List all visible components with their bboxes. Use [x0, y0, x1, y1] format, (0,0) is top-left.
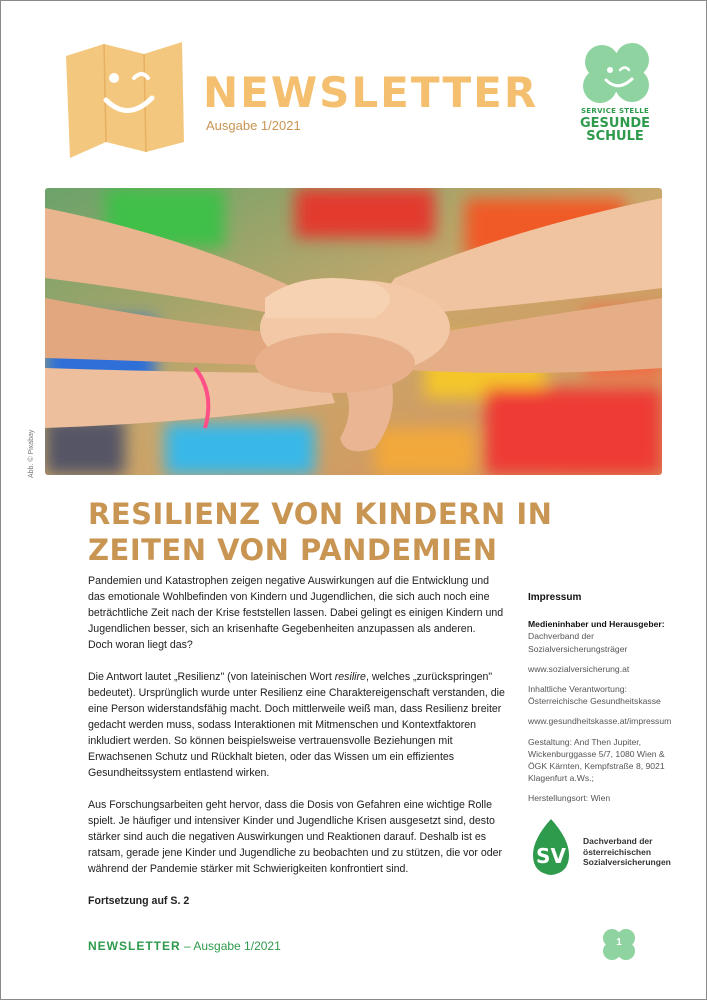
page-number: 1 — [616, 937, 622, 948]
clover-logo-icon — [580, 40, 656, 110]
article-paragraph-1-text: Pandemien und Katastrophen zeigen negative Auswirkungen auf die Entwicklung und das emotionale Wohlbefinden von Kindern und Jugendlichen, die sich auch noch eine beträchtliche Zeit nach der Krise feststellen lassen. Dabei gelingt es einigen Kindern und Jugendlichen besser, sich an krisenhafte Gegebenheiten anzupassen als anderen. — [88, 575, 504, 635]
impressum-owner-value: Dachverband der Sozialversicherungsträger — [528, 631, 628, 654]
article-headline — [88, 496, 558, 568]
newsletter-title: NEWSLETTER — [203, 68, 539, 117]
headline-line-2: ZEITEN VON PANDEMIEN — [88, 533, 498, 567]
hero-photo-illustration — [45, 188, 662, 475]
footer-issue: – Ausgabe 1/2021 — [180, 939, 281, 953]
footer-brand: NEWSLETTER — [88, 939, 181, 953]
impressum-title: Impressum — [528, 592, 582, 603]
article-paragraph-3: Aus Forschungsarbeiten geht hervor, dass die Dosis von Gefahren eine wichtige Rolle spielt. Je häufiger und intensiver Kinder und Jugendliche Krisen ausgesetzt sind, desto stärker sind auch die negativen Auswirkungen und Reaktionen darauf. Deshalb ist es ratsam, gerade jene Kinder und Jugendliche zu beobachten und zu stützen, die vor oder während der Pandemie stärker mit Schwierigkeiten konfrontiert sind. — [88, 799, 503, 875]
newsletter-issue: Ausgabe 1/2021 — [206, 118, 301, 133]
article-paragraph-2 — [88, 669, 508, 781]
footer — [88, 939, 281, 953]
partner-logo-line2: GESUNDE — [579, 116, 651, 131]
headline-line-1: RESILIENZ VON KINDERN IN — [88, 497, 553, 531]
article-paragraph-2-a: Die Antwort lautet „Resilienz" (von lateinischen Wort — [88, 671, 335, 683]
impressum-url-2: www.gesundheitskasse.at/impressum — [528, 716, 672, 727]
article-body — [88, 573, 508, 925]
hero-photo — [45, 188, 662, 475]
partner-logo-line1: SERVICE STELLE — [580, 107, 650, 115]
partner-logo-text — [578, 108, 652, 143]
impressum-url-1: www.sozialversicherung.at — [528, 663, 630, 674]
newsletter-logo-icon — [64, 38, 188, 162]
impressum-place: Herstellungsort: Wien — [528, 793, 611, 804]
continue-link: Fortsetzung auf S. 2 — [88, 895, 190, 907]
impressum-owner-label: Medieninhaber und Herausgeber: — [528, 619, 665, 630]
partner-logo-line3: SCHULE — [586, 129, 644, 144]
article-paragraph-2-b: , welches „zurückspringen" bedeutet). Ursprünglich wurde unter Resilienz eine Charaktereigenschaft verstanden, die eine Person widerstandsfähig macht. Doch mittlerweile weiß man, dass Resilienz breiter gedacht werden muss, sodass Interaktionen mit Mitmenschen und Kontextfaktoren inkludiert werden. So können beispielsweise vertrauensvolle Beziehungen mit Erwachsenen Schutz und Rückhalt bieten, oder das Wissen um ein effizientes Gesundheitssystem entlastend wirken. — [88, 671, 505, 779]
article-paragraph-1 — [88, 573, 508, 653]
photo-credit: Abb. © Pixabay — [28, 429, 35, 478]
article-latin-word: resilire — [334, 671, 366, 683]
impressum-responsibility: Inhaltliche Verantwortung: Österreichische Gesundheitskasse — [528, 684, 661, 707]
impressum-design: Gestaltung: And Then Jupiter, Wickenburggasse 5/7, 1080 Wien & ÖGK Kärnten, Kempfstraße 8, 9021 Klagenfurt a.Ws.; — [528, 736, 665, 784]
page-number-badge — [601, 927, 637, 963]
article-question: Doch woran liegt das? — [88, 639, 193, 651]
sv-logo-text: Dachverband der österreichischen Sozialversicherungen — [583, 836, 671, 867]
impressum-owner — [528, 618, 678, 655]
sv-logo-letters: SV — [536, 844, 566, 868]
impressum-column — [528, 592, 678, 813]
